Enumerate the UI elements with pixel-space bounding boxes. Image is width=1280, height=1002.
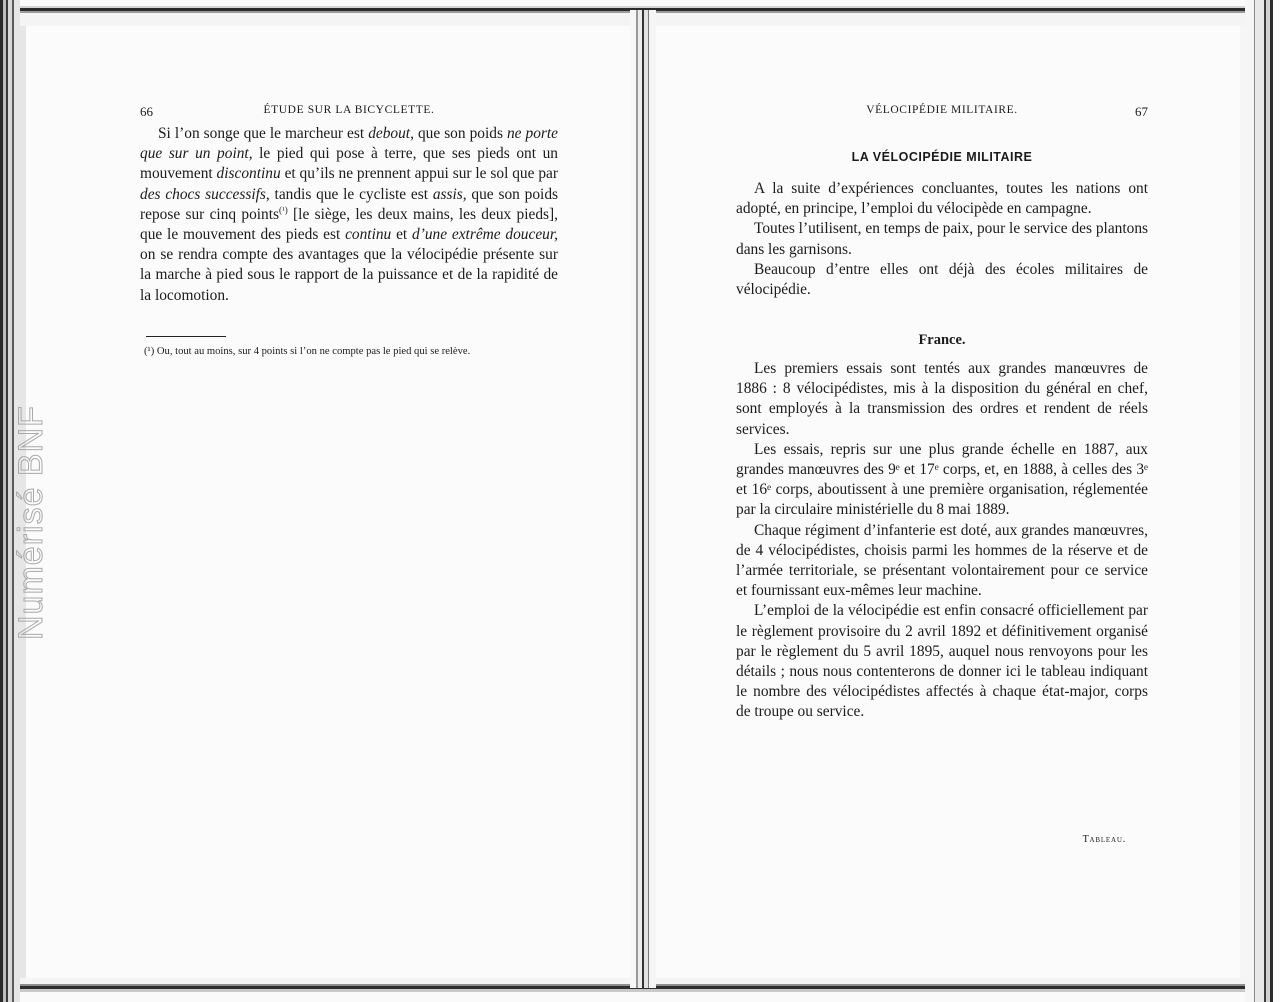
- scan-edge-right: [1240, 0, 1280, 1002]
- italic-run: d’une extrême douceur,: [412, 226, 558, 244]
- paragraph: Si l’on songe que le marcheur est debout, que son poids ne porte que sur un point, le pied qui pose à terre, que ses pieds ont un mouvement discontinu et qu’ils ne prennent appui sur le sol que par des chocs successifs, tandis que le cycliste est assis, que son poids repose sur cinq points$^{(^1)}$ [le siège, les deux mains, les deux pieds], que le mouvement des pieds est continu et d’une extrême douceur, on se rendra compte des avantages que la vélocipédie présente sur la marche à pied sous le rapport de la puissance et de la rapidité de la locomotion.: [140, 125, 558, 304]
- paragraph: Chaque régiment d’infanterie est doté, aux grandes manœuvres, de 4 vélocipédistes, choisis parmi les hommes de la réserve et de l’armée territoriale, se présentant volontairement pour ce service et fournissant eux-mêmes leur machine.: [736, 521, 1148, 600]
- france-text: [736, 359, 1148, 723]
- paragraph: L’emploi de la vélocipédie est enfin consacré officiellement par le règlement provisoire du 2 avril 1892 et définitivement organisé par le règlement du 5 avril 1895, auquel nous renvoyons pour les détails ; nous nous contenterons de donner ici le tableau indiquant le nombre des vélocipédistes affectés à chaque état-major, corps de troupe ou service.: [736, 602, 1148, 721]
- italic-run: assis,: [432, 185, 467, 203]
- right-running-title: VÉLOCIPÉDIE MILITAIRE.: [866, 104, 1018, 116]
- left-page-number: 66: [140, 104, 153, 119]
- left-body-text: [140, 124, 558, 306]
- subheading-france: France.: [918, 332, 966, 348]
- right-page-number: 67: [1135, 104, 1148, 119]
- paragraph: Les essais, repris sur une plus grande échelle en 1887, aux grandes manœuvres des 9ᵉ et 17ᵉ corps, et, en 1888, à celles des 3ᵉ et 16ᵉ corps, aboutissent à une première organisation, réglementée par la circulaire ministérielle du 8 mai 1889.: [736, 440, 1148, 519]
- italic-run: discontinu: [216, 165, 281, 183]
- paragraph: A la suite d’expériences concluantes, toutes les nations ont adopté, en principe, l’emploi du vélocipède en campagne.: [736, 180, 1148, 218]
- footnote: (¹) Ou, tout au moins, sur 4 points si l’on ne compte pas le pied qui se relève.: [144, 346, 471, 357]
- book-gutter: [630, 10, 656, 988]
- italic-run: ne porte que sur un point,: [140, 125, 558, 163]
- paragraph: Toutes l’utilisent, en temps de paix, pour le service des plantons dans les garnisons.: [736, 220, 1148, 258]
- intro-text: [736, 179, 1148, 300]
- catchword: Tableau.: [1082, 834, 1126, 845]
- footnote-ref: (¹): [279, 204, 288, 215]
- paragraph: Les premiers essais sont tentés aux grandes manœuvres de 1886 : 8 vélocipédistes, mis à la disposition du général en chef, sont employés à la transmission des ordres et rendent de réels services.: [736, 360, 1148, 438]
- section-title: LA VÉLOCIPÉDIE MILITAIRE: [851, 150, 1033, 164]
- paragraph: Beaucoup d’entre elles ont déjà des écoles militaires de vélocipédie.: [736, 260, 1148, 299]
- italic-run: debout,: [368, 125, 414, 142]
- footnote-rule: [146, 336, 226, 337]
- watermark: Numérisé BNF: [12, 405, 50, 640]
- italic-run: continu: [345, 226, 392, 244]
- italic-run: des chocs successifs,: [140, 185, 270, 203]
- left-running-title: ÉTUDE SUR LA BICYCLETTE.: [263, 104, 435, 116]
